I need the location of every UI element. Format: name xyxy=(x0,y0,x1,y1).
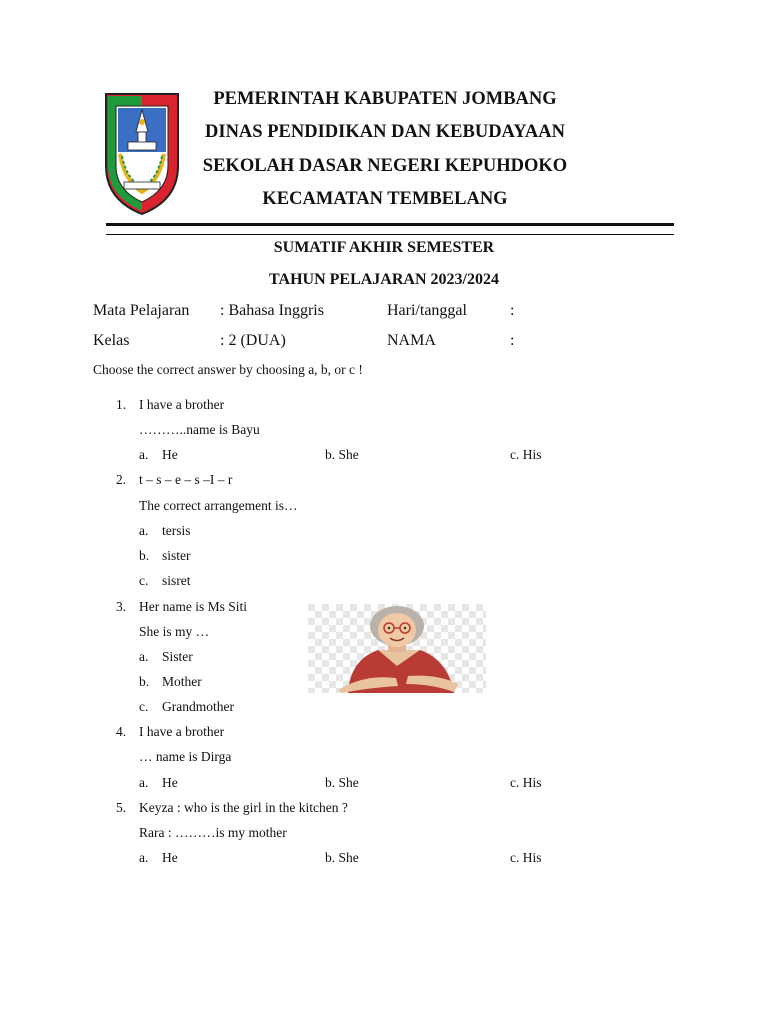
class-value: : 2 (DUA) xyxy=(220,332,286,349)
option-b: b. She xyxy=(325,775,359,790)
question-number: 5. xyxy=(116,800,127,815)
option-letter: b. xyxy=(139,674,150,689)
header-line-government: PEMERINTAH KABUPATEN JOMBANG xyxy=(213,89,557,109)
option-c: c. His xyxy=(510,850,542,865)
option-letter: a. xyxy=(139,850,149,865)
subject-value: : Bahasa Inggris xyxy=(220,302,324,319)
regency-emblem-icon xyxy=(104,92,180,216)
option-a: He xyxy=(162,850,178,865)
option-c: Grandmother xyxy=(162,699,234,714)
question-text: Her name is Ms Siti xyxy=(139,599,247,614)
option-letter: a. xyxy=(139,775,149,790)
class-label: Kelas xyxy=(93,332,130,349)
option-b: Mother xyxy=(162,674,202,689)
option-letter: a. xyxy=(139,523,149,538)
question-text: ………..name is Bayu xyxy=(139,422,260,437)
question-text: The correct arrangement is… xyxy=(139,498,298,513)
option-letter: c. xyxy=(139,699,149,714)
option-c: c. His xyxy=(510,447,542,462)
name-label: NAMA xyxy=(387,332,436,349)
name-colon: : xyxy=(510,332,515,349)
date-label: Hari/tanggal xyxy=(387,302,467,319)
question-text: I have a brother xyxy=(139,724,225,739)
instruction-text: Choose the correct answer by choosing a, b, or c ! xyxy=(93,362,363,377)
option-a: Sister xyxy=(162,649,193,664)
option-a: He xyxy=(162,775,178,790)
question-text: Rara : ………is my mother xyxy=(139,825,287,840)
header-line-department: DINAS PENDIDIKAN DAN KEBUDAYAAN xyxy=(205,122,565,142)
question-number: 1. xyxy=(116,397,127,412)
question-text: I have a brother xyxy=(139,397,225,412)
header-divider-thick xyxy=(106,223,674,226)
question-text: She is my … xyxy=(139,624,210,639)
option-a: He xyxy=(162,447,178,462)
option-letter: a. xyxy=(139,649,149,664)
question-text: Keyza : who is the girl in the kitchen ? xyxy=(139,800,348,815)
option-b: b. She xyxy=(325,447,359,462)
option-b: sister xyxy=(162,548,191,563)
option-c: sisret xyxy=(162,573,191,588)
date-colon: : xyxy=(510,302,515,319)
option-a: tersis xyxy=(162,523,191,538)
option-letter: c. xyxy=(139,573,149,588)
header-divider-thin xyxy=(106,234,674,235)
option-b: b. She xyxy=(325,850,359,865)
question-number: 2. xyxy=(116,472,127,487)
header-line-school: SEKOLAH DASAR NEGERI KEPUHDOKO xyxy=(202,156,568,176)
exam-title: SUMATIF AKHIR SEMESTER xyxy=(273,239,495,256)
grandmother-illustration xyxy=(308,604,486,693)
option-letter: b. xyxy=(139,548,150,563)
subject-label: Mata Pelajaran xyxy=(93,302,190,319)
option-letter: a. xyxy=(139,447,149,462)
question-number: 4. xyxy=(116,724,127,739)
question-text: … name is Dirga xyxy=(139,749,232,764)
option-c: c. His xyxy=(510,775,542,790)
question-text: t – s – e – s –I – r xyxy=(139,472,233,487)
header-line-district: KECAMATAN TEMBELANG xyxy=(262,189,508,209)
academic-year: TAHUN PELAJARAN 2023/2024 xyxy=(269,271,499,288)
question-number: 3. xyxy=(116,599,127,614)
